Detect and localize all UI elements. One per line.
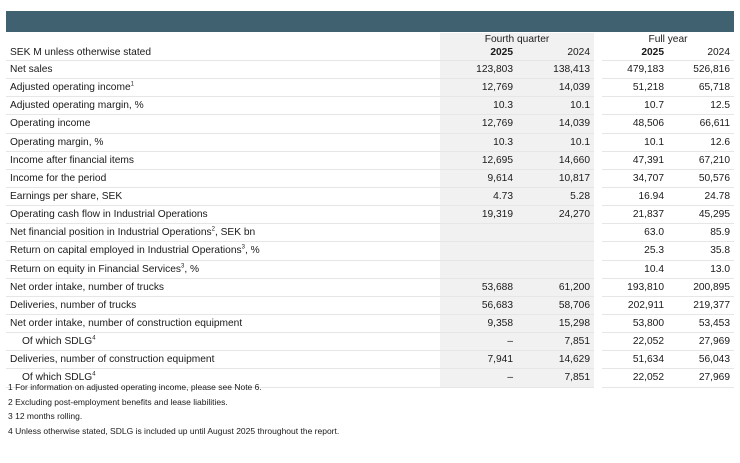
key-figures-table — [6, 33, 734, 388]
cell-q-2025: 4.73 — [440, 187, 517, 205]
cell-fy-2025: 193,810 — [602, 278, 668, 296]
cell-fy-2024: 85.9 — [668, 224, 734, 242]
table-row — [6, 133, 734, 151]
header-fourth-quarter: Fourth quarter — [440, 33, 594, 46]
footnotes — [8, 380, 339, 438]
cell-q-2024: 14,039 — [517, 115, 594, 133]
cell-q-2025: 12,695 — [440, 151, 517, 169]
cell-q-2024 — [517, 260, 594, 278]
cell-fy-2024: 66,611 — [668, 115, 734, 133]
footnote: 3 12 months rolling. — [8, 411, 83, 422]
table-row — [6, 224, 734, 242]
footnote: 1 For information on adjusted operating income, please see Note 6. — [8, 382, 262, 392]
cell-q-2025: 53,688 — [440, 278, 517, 296]
cell-q-2024: 5.28 — [517, 187, 594, 205]
row-label: Adjusted operating margin, % — [6, 97, 440, 115]
cell-fy-2025: 479,183 — [602, 61, 668, 79]
cell-fy-2025: 34,707 — [602, 169, 668, 187]
footnote-ref: 3 — [181, 263, 185, 270]
cell-q-2024: 14,629 — [517, 351, 594, 369]
cell-q-2024: 10.1 — [517, 133, 594, 151]
cell-q-2024: 14,660 — [517, 151, 594, 169]
cell-q-2024: 7,851 — [517, 333, 594, 351]
cell-q-2024: 15,298 — [517, 314, 594, 332]
unit-label: SEK M unless otherwise stated — [6, 46, 440, 61]
footnote-ref: 3 — [241, 245, 245, 252]
cell-q-2025: 10.3 — [440, 133, 517, 151]
cell-fy-2024: 24.78 — [668, 187, 734, 205]
row-label: Net order intake, number of construction equipment — [6, 314, 440, 332]
cell-q-2025 — [440, 260, 517, 278]
table-row — [6, 151, 734, 169]
cell-fy-2024: 13.0 — [668, 260, 734, 278]
cell-q-2024: 10,817 — [517, 169, 594, 187]
cell-q-2025: 7,941 — [440, 351, 517, 369]
table-row — [6, 260, 734, 278]
cell-fy-2024: 67,210 — [668, 151, 734, 169]
row-label: Net order intake, number of trucks — [6, 278, 440, 296]
row-label: Of which SDLG$^4$ — [6, 369, 440, 387]
cell-fy-2024: 27,969 — [668, 369, 734, 387]
header-q-2024: 2024 — [517, 46, 594, 61]
cell-fy-2025: 51,218 — [602, 79, 668, 97]
row-label: Of which SDLG$^4$ — [6, 333, 440, 351]
row-label: Income for the period — [6, 169, 440, 187]
table-row — [6, 115, 734, 133]
table-row — [6, 296, 734, 314]
table-row — [6, 61, 734, 79]
row-label: Earnings per share, SEK — [6, 187, 440, 205]
row-label: Adjusted operating income$^1$ — [6, 79, 440, 97]
header-fy-2024: 2024 — [668, 46, 734, 61]
cell-fy-2025: 10.4 — [602, 260, 668, 278]
row-label: Net sales — [6, 61, 440, 79]
header-fy-2025: 2025 — [602, 46, 668, 61]
cell-fy-2024: 27,969 — [668, 333, 734, 351]
row-label: Operating margin, % — [6, 133, 440, 151]
table-row — [6, 351, 734, 369]
cell-fy-2025: 63.0 — [602, 224, 668, 242]
cell-q-2025: 19,319 — [440, 206, 517, 224]
table-row — [6, 278, 734, 296]
table-row — [6, 97, 734, 115]
cell-fy-2025: 16.94 — [602, 187, 668, 205]
footnote-ref: 2 — [211, 226, 215, 233]
cell-q-2025: 10.3 — [440, 97, 517, 115]
cell-q-2025: 56,683 — [440, 296, 517, 314]
cell-fy-2025: 51,634 — [602, 351, 668, 369]
cell-fy-2024: 53,453 — [668, 314, 734, 332]
cell-q-2025: – — [440, 369, 517, 387]
cell-q-2025: 123,803 — [440, 61, 517, 79]
cell-q-2024: 24,270 — [517, 206, 594, 224]
row-label: Return on capital employed in Industrial Operations$^3$, % — [6, 242, 440, 260]
header-year-row — [6, 46, 734, 61]
cell-fy-2025: 48,506 — [602, 115, 668, 133]
footnote-ref: 1 — [130, 81, 134, 88]
row-label: Operating cash flow in Industrial Operations — [6, 206, 440, 224]
row-label: Net financial position in Industrial Operations$^2$, SEK bn — [6, 224, 440, 242]
cell-fy-2025: 21,837 — [602, 206, 668, 224]
cell-fy-2024: 219,377 — [668, 296, 734, 314]
row-label: Return on equity in Financial Services$^3$, % — [6, 260, 440, 278]
cell-q-2025 — [440, 224, 517, 242]
row-label: Operating income — [6, 115, 440, 133]
cell-q-2024: 7,851 — [517, 369, 594, 387]
cell-fy-2025: 47,391 — [602, 151, 668, 169]
table-row — [6, 333, 734, 351]
footnote-ref: 4 — [92, 372, 96, 379]
header-full-year: Full year — [648, 34, 688, 45]
cell-q-2024 — [517, 242, 594, 260]
cell-fy-2024: 200,895 — [668, 278, 734, 296]
cell-fy-2024: 45,295 — [668, 206, 734, 224]
table-header-bar — [6, 11, 734, 32]
table-row — [6, 242, 734, 260]
cell-fy-2025: 22,052 — [602, 369, 668, 387]
row-label: Deliveries, number of trucks — [6, 296, 440, 314]
cell-fy-2025: 10.1 — [602, 133, 668, 151]
cell-fy-2024: 35.8 — [668, 242, 734, 260]
footnote: 2 Excluding post-employment benefits and lease liabilities. — [8, 396, 228, 407]
table-row — [6, 187, 734, 205]
cell-q-2024: 138,413 — [517, 61, 594, 79]
cell-q-2024: 10.1 — [517, 97, 594, 115]
row-label: Income after financial items — [6, 151, 440, 169]
row-label: Deliveries, number of construction equipment — [6, 351, 440, 369]
cell-fy-2024: 526,816 — [668, 61, 734, 79]
header-q-2025: 2025 — [440, 46, 517, 61]
table-row — [6, 206, 734, 224]
cell-fy-2025: 25.3 — [602, 242, 668, 260]
cell-fy-2024: 65,718 — [668, 79, 734, 97]
footnote: 4 Unless otherwise stated, SDLG is included up until August 2025 throughout the report. — [8, 425, 340, 436]
cell-q-2025: 9,614 — [440, 169, 517, 187]
cell-fy-2025: 202,911 — [602, 296, 668, 314]
cell-fy-2024: 56,043 — [668, 351, 734, 369]
cell-fy-2025: 10.7 — [602, 97, 668, 115]
cell-fy-2025: 22,052 — [602, 333, 668, 351]
cell-q-2024 — [517, 224, 594, 242]
header-group-row — [6, 33, 734, 46]
cell-q-2025: 9,358 — [440, 314, 517, 332]
cell-q-2025: – — [440, 333, 517, 351]
cell-fy-2024: 50,576 — [668, 169, 734, 187]
cell-q-2025: 12,769 — [440, 115, 517, 133]
table-row — [6, 169, 734, 187]
cell-fy-2025: 53,800 — [602, 314, 668, 332]
cell-fy-2024: 12.5 — [668, 97, 734, 115]
table-row — [6, 79, 734, 97]
cell-fy-2024: 12.6 — [668, 133, 734, 151]
cell-q-2024: 61,200 — [517, 278, 594, 296]
table-row — [6, 314, 734, 332]
cell-q-2024: 14,039 — [517, 79, 594, 97]
cell-q-2025: 12,769 — [440, 79, 517, 97]
cell-q-2024: 58,706 — [517, 296, 594, 314]
cell-q-2025 — [440, 242, 517, 260]
footnote-ref: 4 — [92, 335, 96, 342]
